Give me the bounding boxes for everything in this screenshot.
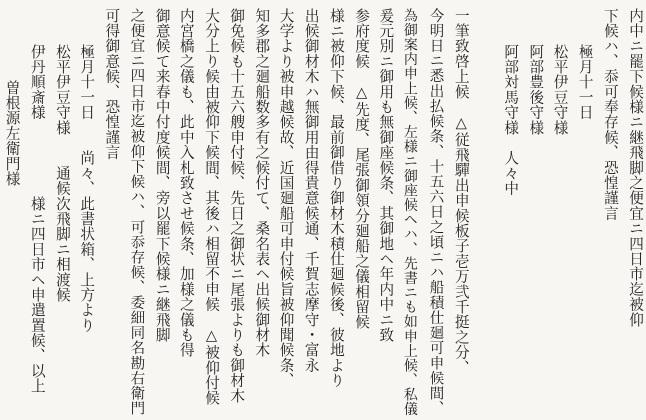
addressee-line: 伊丹順斎様 様ニ四日市ヘ申遣置候、以上	[28, 44, 46, 394]
text-column: 御免候も十五六艘申付候、先日之御状ニ尾張よりも御材木	[228, 8, 246, 404]
text-column: 大分上り候由被仰下候間、其後ハ相留不申候 △被仰付候	[203, 8, 221, 406]
text-column: 一筆致啓上候 △従飛驒出申候板子壱万弐千挺之分、	[452, 8, 470, 376]
text-column: 参府度候 △先度、尾張御領分廻船之儀相留候	[353, 8, 371, 330]
text-column: 爰元別ニ御用も無御座候条、其御地ヘ年内中ニ致	[377, 8, 395, 343]
addressee-line: 曽根源左衛門様	[3, 80, 21, 187]
text-column: 今明日ニ悉出払候条、十五六日之頃ニハ船積仕廻可申候間、	[427, 8, 444, 416]
text-column: 下候ハ、忝可奉存候、恐惶謹言	[601, 8, 619, 221]
text-column: 為御案内申上候、左様ニ御座候ヘハ、先書ニも如申上候、私儀	[401, 8, 418, 417]
date-line: 極月十一日	[576, 44, 594, 120]
text-column: 大学より被申越候故、近国廻船可申付候旨被仰聞候条、	[277, 8, 295, 388]
text-column: 内宮橋之儀も、此中入札致させ候条、加様之儀も得	[177, 8, 195, 358]
addressee-line: 松平伊豆守様	[551, 44, 569, 136]
text-column: 可得御意候、恐惶謹言	[103, 8, 121, 160]
date-line: 極月十一日 尚々、此書状箱、上方より	[78, 44, 96, 333]
addressee-line: 阿部対馬守様 人々中	[502, 44, 520, 196]
text-column: 知多郡之廻船数多有之候付て、桑名表ヘ出候御材木	[253, 8, 271, 358]
text-column: 出候御材木ハ無御用由得貴意候通、千賀志摩守・富永	[302, 8, 320, 373]
text-column: 様ニ被仰下候、最前御借り御材木積仕廻候後、彼地より	[327, 8, 345, 388]
text-column: 之便宜ニ四日市迄被仰下候ハ、可忝存候、委細同名勘右衛門	[128, 8, 145, 416]
addressee-line: 松平伊豆守様 通候次飛脚ニ相渡候	[53, 44, 71, 303]
addressee-line: 阿部豊後守様	[527, 44, 545, 136]
text-column: 内中ニ罷下候様ニ継飛脚之便宜ニ四日市迄被仰	[627, 8, 645, 328]
text-column: 御意候て来春中付度候間、旁以罷下候様ニ継飛脚	[153, 8, 171, 343]
